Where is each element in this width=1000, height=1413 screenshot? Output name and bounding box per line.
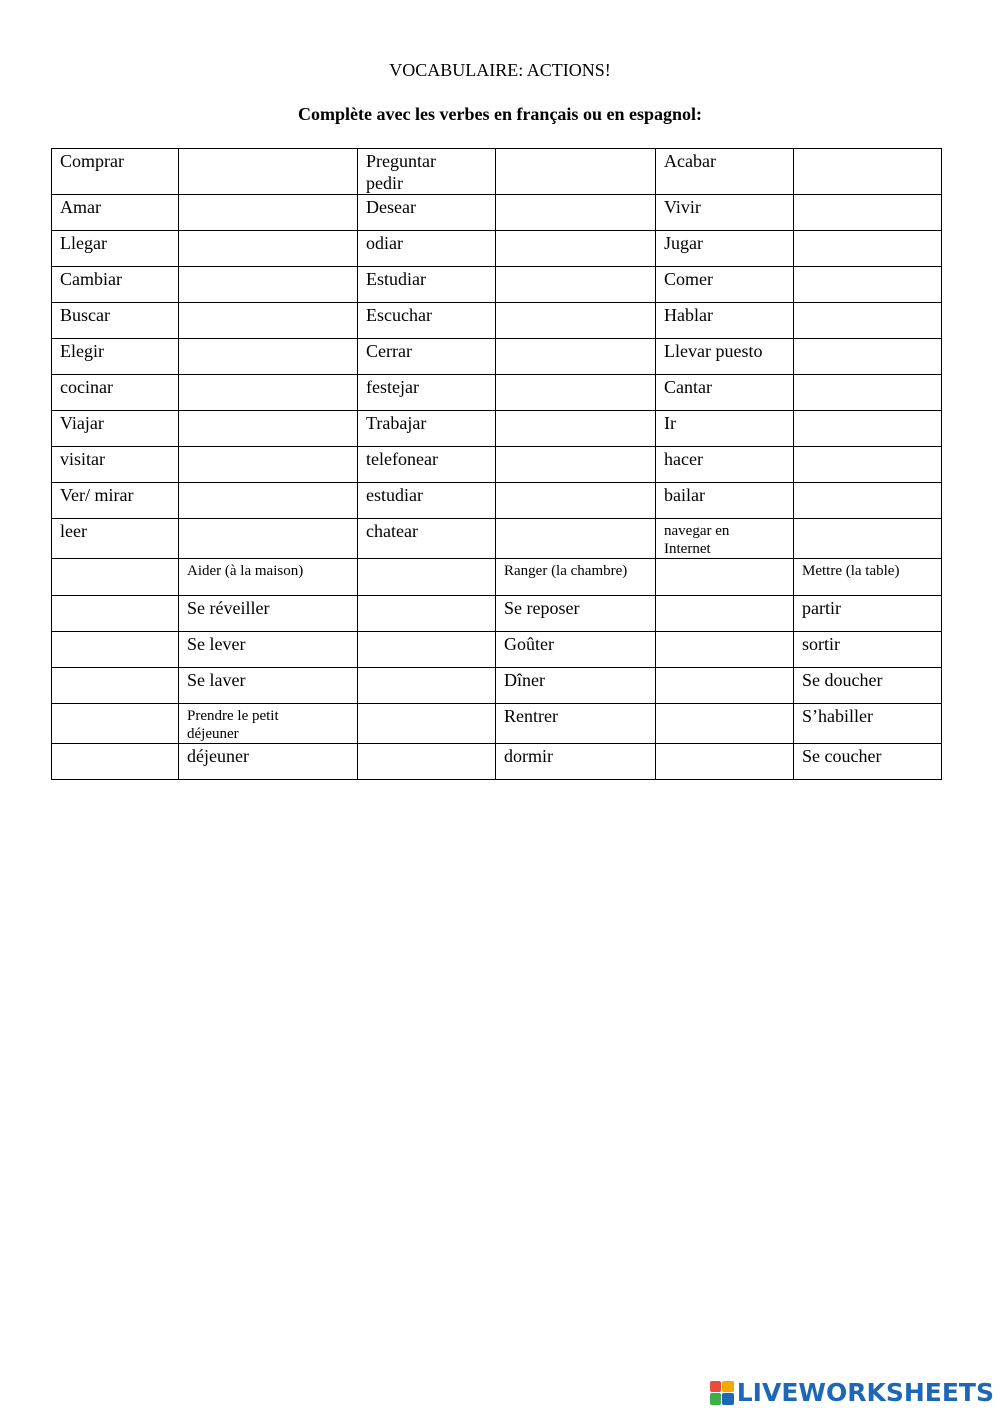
answer-cell[interactable]	[179, 339, 358, 375]
table-row	[52, 375, 942, 411]
table-row	[52, 596, 942, 632]
verb-cell: Dîner	[496, 668, 656, 704]
answer-cell[interactable]	[179, 149, 358, 195]
verb-cell: Se doucher	[794, 668, 942, 704]
verb-cell: festejar	[358, 375, 496, 411]
table-row	[52, 411, 942, 447]
verb-cell: telefonear	[358, 447, 496, 483]
verb-cell: Escuchar	[358, 303, 496, 339]
answer-cell[interactable]	[179, 267, 358, 303]
answer-cell[interactable]	[794, 519, 942, 559]
answer-cell[interactable]	[656, 704, 794, 744]
verb-cell: Hablar	[656, 303, 794, 339]
table-row	[52, 519, 942, 559]
vocabulary-table	[51, 148, 942, 780]
verb-cell: déjeuner	[179, 744, 358, 780]
verb-cell: Buscar	[52, 303, 179, 339]
answer-cell[interactable]	[794, 195, 942, 231]
answer-cell[interactable]	[358, 668, 496, 704]
answer-cell[interactable]	[794, 375, 942, 411]
answer-cell[interactable]	[656, 559, 794, 596]
table-row	[52, 339, 942, 375]
answer-cell[interactable]	[496, 447, 656, 483]
answer-cell[interactable]	[496, 339, 656, 375]
answer-cell[interactable]	[496, 195, 656, 231]
answer-cell[interactable]	[794, 483, 942, 519]
answer-cell[interactable]	[656, 596, 794, 632]
answer-cell[interactable]	[179, 483, 358, 519]
verb-cell: Mettre (la table)	[794, 559, 942, 596]
verb-cell: Estudiar	[358, 267, 496, 303]
answer-cell[interactable]	[656, 744, 794, 780]
answer-cell[interactable]	[179, 231, 358, 267]
verb-cell: Rentrer	[496, 704, 656, 744]
answer-cell[interactable]	[496, 483, 656, 519]
verb-cell: partir	[794, 596, 942, 632]
verb-cell: odiar	[358, 231, 496, 267]
answer-cell[interactable]	[656, 632, 794, 668]
answer-cell[interactable]	[794, 231, 942, 267]
verb-cell: sortir	[794, 632, 942, 668]
answer-cell[interactable]	[496, 411, 656, 447]
table-row	[52, 483, 942, 519]
verb-cell: Cambiar	[52, 267, 179, 303]
answer-cell[interactable]	[179, 411, 358, 447]
answer-cell[interactable]	[496, 231, 656, 267]
answer-cell[interactable]	[52, 559, 179, 596]
answer-cell[interactable]	[52, 744, 179, 780]
verb-cell: Ranger (la chambre)	[496, 559, 656, 596]
verb-cell: Elegir	[52, 339, 179, 375]
verb-cell: Jugar	[656, 231, 794, 267]
verb-cell: bailar	[656, 483, 794, 519]
brand-name: LIVEWORKSHEETS	[736, 1378, 994, 1407]
page-title: VOCABULAIRE: ACTIONS!	[389, 60, 611, 80]
table-row	[52, 632, 942, 668]
answer-cell[interactable]	[358, 744, 496, 780]
verb-cell: Se laver	[179, 668, 358, 704]
answer-cell[interactable]	[496, 519, 656, 559]
verb-cell: Cantar	[656, 375, 794, 411]
verb-cell: Cerrar	[358, 339, 496, 375]
answer-cell[interactable]	[179, 375, 358, 411]
table-row	[52, 704, 942, 744]
answer-cell[interactable]	[52, 632, 179, 668]
verb-cell: Se réveiller	[179, 596, 358, 632]
answer-cell[interactable]	[358, 559, 496, 596]
verb-cell: Comprar	[52, 149, 179, 195]
verb-cell: S’habiller	[794, 704, 942, 744]
table-row	[52, 195, 942, 231]
verb-cell: estudiar	[358, 483, 496, 519]
answer-cell[interactable]	[358, 632, 496, 668]
verb-cell: Ir	[656, 411, 794, 447]
verb-cell: Prendre le petit déjeuner	[179, 704, 358, 744]
verb-cell: Desear	[358, 195, 496, 231]
verb-cell: Comer	[656, 267, 794, 303]
verb-cell: Vivir	[656, 195, 794, 231]
verb-cell: Acabar	[656, 149, 794, 195]
answer-cell[interactable]	[794, 447, 942, 483]
answer-cell[interactable]	[179, 303, 358, 339]
answer-cell[interactable]	[794, 411, 942, 447]
answer-cell[interactable]	[656, 668, 794, 704]
answer-cell[interactable]	[496, 149, 656, 195]
answer-cell[interactable]	[794, 149, 942, 195]
verb-cell: Aider (à la maison)	[179, 559, 358, 596]
answer-cell[interactable]	[358, 704, 496, 744]
verb-cell: navegar en Internet	[656, 519, 794, 559]
verb-cell: hacer	[656, 447, 794, 483]
answer-cell[interactable]	[179, 447, 358, 483]
verb-cell: Se coucher	[794, 744, 942, 780]
table-row	[52, 267, 942, 303]
answer-cell[interactable]	[496, 267, 656, 303]
table-row	[52, 447, 942, 483]
verb-cell: Se reposer	[496, 596, 656, 632]
verb-cell: chatear	[358, 519, 496, 559]
answer-cell[interactable]	[179, 195, 358, 231]
verb-cell: Amar	[52, 195, 179, 231]
answer-cell[interactable]	[52, 704, 179, 744]
answer-cell[interactable]	[179, 519, 358, 559]
answer-cell[interactable]	[794, 267, 942, 303]
table-row	[52, 149, 942, 195]
verb-cell: Goûter	[496, 632, 656, 668]
verb-cell: leer	[52, 519, 179, 559]
answer-cell[interactable]	[358, 596, 496, 632]
liveworksheets-logo-icon	[710, 1381, 734, 1405]
verb-cell: Preguntar pedir	[358, 149, 496, 195]
answer-cell[interactable]	[52, 596, 179, 632]
answer-cell[interactable]	[52, 668, 179, 704]
table-row	[52, 231, 942, 267]
verb-cell: Trabajar	[358, 411, 496, 447]
verb-cell: Se lever	[179, 632, 358, 668]
verb-cell: Viajar	[52, 411, 179, 447]
liveworksheets-brand	[710, 1378, 994, 1407]
verb-cell: cocinar	[52, 375, 179, 411]
table-row	[52, 303, 942, 339]
verb-cell: dormir	[496, 744, 656, 780]
verb-cell: visitar	[52, 447, 179, 483]
instruction-text: Complète avec les verbes en français ou en espagnol:	[298, 104, 702, 124]
table-row	[52, 744, 942, 780]
table-row	[52, 559, 942, 596]
table-row	[52, 668, 942, 704]
answer-cell[interactable]	[496, 375, 656, 411]
answer-cell[interactable]	[794, 303, 942, 339]
verb-cell: Llevar puesto	[656, 339, 794, 375]
answer-cell[interactable]	[496, 303, 656, 339]
answer-cell[interactable]	[794, 339, 942, 375]
verb-cell: Llegar	[52, 231, 179, 267]
verb-cell: Ver/ mirar	[52, 483, 179, 519]
